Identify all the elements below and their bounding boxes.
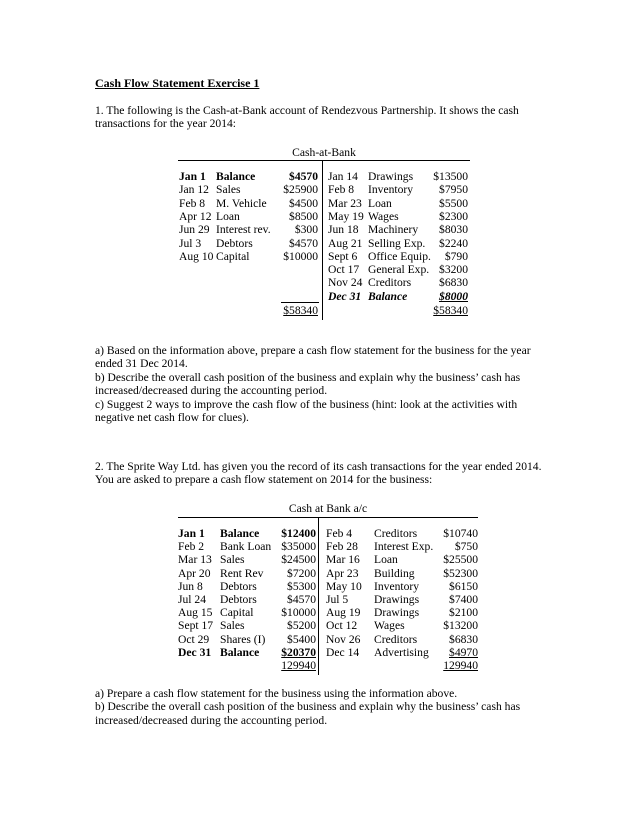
entry-date: Apr 12	[179, 209, 212, 223]
entry-date: Mar 13	[178, 553, 212, 567]
entry-amount: $13200	[443, 619, 478, 633]
q1-account-top-rule	[178, 160, 470, 161]
entry-description: Sales	[220, 553, 245, 567]
q1-question-c: c) Suggest 2 ways to improve the cash flow of the business (hint: look at the activities with negative net cash flow for clues).	[95, 397, 518, 425]
entry-date: Nov 24	[328, 276, 363, 290]
entry-amount: $6830	[449, 632, 478, 646]
entry-amount: $52300	[443, 566, 478, 580]
entry-description: Creditors	[374, 632, 418, 646]
q2-account-title: Cash at Bank a/c	[288, 502, 368, 515]
q1-question-a: a) Based on the information above, prepare a cash flow statement for the business for the year ended 31 Dec 2014.	[95, 344, 531, 371]
q1-debit-total: $58340	[283, 304, 318, 317]
entry-amount: $2300	[439, 209, 468, 223]
entry-amount: $5300	[287, 579, 316, 593]
entry-amount: $10000	[283, 249, 318, 263]
q2-intro: 2. The Sprite Way Ltd. has given you the record of its cash transactions for the year ended 2014. You are asked to prepare a cash flow statement on 2014 for the business:	[95, 460, 542, 487]
entry-description: Debtors	[220, 579, 257, 593]
entry-description: Creditors	[374, 527, 418, 540]
entry-amount: $10740	[443, 527, 478, 540]
q1-debit-total-rule	[281, 302, 319, 303]
entry-amount: $25900	[283, 183, 318, 197]
entry-date: Apr 20	[178, 566, 211, 580]
entry-description: Capital	[216, 249, 250, 263]
entry-amount: $4570	[287, 593, 316, 606]
entry-description: Loan	[368, 196, 392, 210]
entry-description: Office Equip.	[368, 249, 431, 263]
entry-amount: $7200	[287, 566, 316, 580]
q1-question-b: b) Describe the overall cash position of the business and explain why the business’ cash has increased/decreased during the accounting period.	[95, 370, 521, 398]
entry-amount: $13500	[433, 170, 468, 183]
entry-description: Wages	[368, 209, 399, 223]
entry-amount: $20370	[281, 645, 316, 659]
entry-description: Capital	[220, 606, 254, 620]
entry-description: Shares (I)	[220, 632, 266, 646]
entry-amount: $3200	[439, 263, 468, 277]
entry-description: Building	[374, 566, 415, 580]
entry-date: Sept 17	[178, 619, 214, 633]
entry-date: Dec 31	[178, 645, 212, 659]
entry-date: Oct 12	[326, 619, 358, 633]
entry-date: Aug 21	[328, 236, 363, 250]
entry-amount: $25500	[443, 553, 478, 567]
entry-date: Feb 28	[326, 540, 358, 554]
entry-amount: $4570	[289, 170, 318, 183]
entry-amount: $8000	[439, 289, 468, 303]
entry-description: Balance	[368, 289, 408, 303]
entry-description: Sales	[220, 619, 245, 633]
q1-questions	[95, 344, 540, 424]
entry-date: Aug 10	[179, 249, 214, 263]
entry-date: Jan 1	[179, 170, 206, 183]
q2-account-top-rule	[178, 517, 478, 518]
entry-date: Jun 29	[179, 223, 210, 237]
entry-description: Drawings	[368, 170, 414, 183]
entry-date: Jul 5	[326, 593, 349, 606]
entry-date: Oct 17	[328, 263, 360, 277]
entry-date: Jan 14	[328, 170, 358, 183]
entry-amount: $790	[444, 249, 468, 263]
entry-amount: $6150	[449, 579, 478, 593]
entry-description: Creditors	[368, 276, 412, 290]
entry-date: Jun 8	[178, 579, 203, 593]
entry-description: Sales	[216, 183, 241, 197]
entry-description: Machinery	[368, 223, 419, 237]
entry-date: Jul 24	[178, 593, 207, 606]
entry-date: Oct 29	[178, 632, 210, 646]
entry-date: Jul 3	[179, 236, 202, 250]
entry-date: Jun 18	[328, 223, 359, 237]
entry-description: Drawings	[374, 606, 420, 620]
entry-date: Aug 15	[178, 606, 213, 620]
entry-amount: $24500	[281, 553, 316, 567]
entry-amount: $35000	[281, 540, 316, 554]
entry-date: Sept 6	[328, 249, 358, 263]
entry-date: Nov 26	[326, 632, 361, 646]
q2-question-b: b) Describe the overall cash position of the business and explain why the business’ cash has increased/decreased during the accounting period.	[95, 700, 521, 727]
entry-description: Advertising	[374, 645, 429, 659]
entry-date: Feb 2	[178, 540, 205, 554]
entry-description: Rent Rev	[220, 566, 264, 580]
entry-description: Interest Exp.	[374, 540, 434, 554]
entry-date: Mar 23	[328, 196, 362, 210]
q1-account-divider	[322, 160, 323, 320]
entry-amount: $7400	[449, 593, 478, 606]
entry-amount: $2100	[449, 606, 478, 620]
entry-amount: $12400	[281, 527, 316, 540]
entry-date: Apr 23	[326, 566, 359, 580]
q2-credit-total: 129940	[443, 659, 478, 672]
entry-description: Debtors	[216, 236, 253, 250]
entry-description: Selling Exp.	[368, 236, 426, 250]
entry-date: Jan 1	[178, 527, 205, 540]
entry-description: Balance	[220, 645, 260, 659]
q1-account-title: Cash-at-Bank	[292, 146, 356, 159]
entry-description: Wages	[374, 619, 405, 633]
entry-description: Interest rev.	[216, 223, 271, 237]
entry-amount: $5400	[287, 632, 316, 646]
entry-date: Aug 19	[326, 606, 361, 620]
q2-question-a: a) Prepare a cash flow statement for the business using the information above.	[95, 687, 458, 700]
entry-description: Debtors	[220, 593, 257, 606]
entry-description: General Exp.	[368, 263, 430, 277]
entry-description: Balance	[220, 527, 260, 540]
entry-description: Inventory	[374, 579, 420, 593]
entry-amount: $8030	[439, 223, 468, 237]
entry-description: Bank Loan	[220, 540, 272, 554]
entry-date: Dec 31	[328, 289, 362, 303]
entry-amount: $2240	[439, 236, 468, 250]
page-title: Cash Flow Statement Exercise 1	[95, 76, 260, 90]
q1-intro: 1. The following is the Cash-at-Bank account of Rendezvous Partnership. It shows the cash transactions for the year 2014:	[95, 104, 519, 131]
entry-amount: $300	[294, 223, 318, 237]
q2-questions	[95, 687, 545, 727]
entry-amount: $4970	[449, 645, 478, 659]
entry-amount: $8500	[289, 209, 318, 223]
entry-date: May 19	[328, 209, 364, 223]
entry-date: Dec 14	[326, 645, 360, 659]
entry-amount: $7950	[439, 183, 468, 197]
entry-description: Loan	[374, 553, 398, 567]
entry-date: Feb 8	[328, 183, 355, 197]
entry-date: May 10	[326, 579, 362, 593]
entry-description: M. Vehicle	[216, 196, 267, 210]
entry-date: Mar 16	[326, 553, 360, 567]
entry-amount: $750	[454, 540, 478, 554]
q2-account-divider	[318, 517, 319, 675]
entry-date: Feb 4	[326, 527, 353, 540]
entry-amount: $10000	[281, 606, 316, 620]
q2-debit-total: 129940	[281, 659, 316, 672]
entry-description: Inventory	[368, 183, 414, 197]
entry-amount: $6830	[439, 276, 468, 290]
entry-date: Jan 12	[179, 183, 209, 197]
entry-amount: $4570	[289, 236, 318, 250]
entry-description: Balance	[216, 170, 256, 183]
entry-description: Drawings	[374, 593, 420, 606]
entry-date: Feb 8	[179, 196, 206, 210]
entry-description: Loan	[216, 209, 240, 223]
q1-credit-total: $58340	[433, 304, 468, 317]
entry-amount: $4500	[289, 196, 318, 210]
entry-amount: $5500	[439, 196, 468, 210]
entry-amount: $5200	[287, 619, 316, 633]
